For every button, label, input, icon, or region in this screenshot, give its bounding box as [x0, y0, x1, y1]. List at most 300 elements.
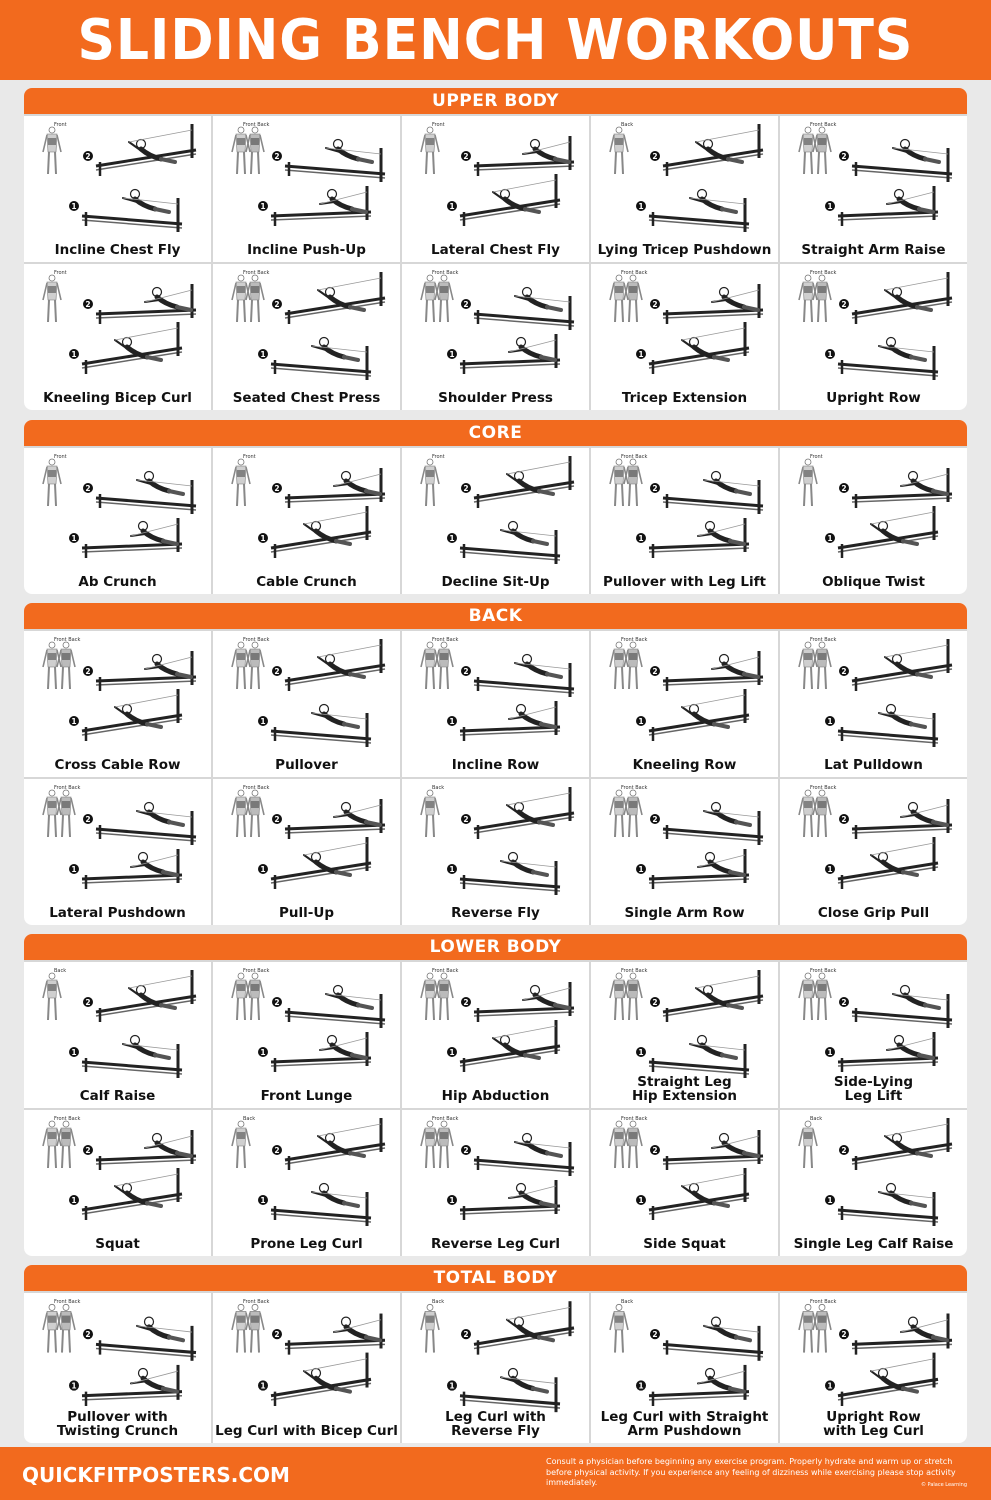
- exercise-card: [24, 779, 211, 925]
- bench-illustration: [83, 803, 196, 846]
- bench-illustration: [272, 799, 385, 839]
- bench-illustration: [258, 506, 371, 558]
- muscle-chart-icon: [799, 127, 831, 174]
- step-number-label: 2: [841, 997, 847, 1007]
- step-number-label: 2: [463, 483, 469, 493]
- bench-illustration: [83, 1317, 196, 1361]
- exercise-illustration: [591, 1110, 778, 1256]
- step-number-label: 1: [827, 1195, 833, 1205]
- bench-illustration: [636, 1036, 749, 1079]
- bench-illustration: [825, 1184, 938, 1227]
- muscle-chart-icon: [232, 275, 264, 322]
- step-number-label: 2: [652, 1329, 658, 1339]
- bench-illustration: [69, 518, 182, 558]
- view-label: Back: [621, 122, 634, 128]
- view-label: Front: [432, 122, 445, 128]
- bench-illustration: [636, 1168, 749, 1220]
- muscle-chart-icon: [43, 275, 61, 322]
- step-number-label: 1: [638, 1381, 644, 1391]
- step-number-label: 1: [638, 716, 644, 726]
- exercise-card: [24, 1110, 211, 1256]
- exercise-card: [402, 1110, 589, 1256]
- view-label: Front Back: [54, 1299, 81, 1305]
- bench-illustration: [258, 1184, 371, 1227]
- bench-illustration: [447, 522, 560, 565]
- exercise-name: Reverse Leg Curl: [431, 1236, 560, 1252]
- step-number-label: 1: [449, 533, 455, 543]
- view-label: Front Back: [621, 637, 648, 643]
- muscle-chart-icon: [799, 790, 831, 837]
- view-label: Back: [621, 1299, 634, 1305]
- view-label: Front Back: [243, 637, 270, 643]
- step-number-label: 2: [274, 1329, 280, 1339]
- muscle-chart-icon: [421, 1121, 453, 1168]
- bench-illustration: [83, 472, 196, 515]
- exercise-name: Kneeling Bicep Curl: [43, 390, 192, 406]
- exercise-card: [213, 1110, 400, 1256]
- exercise-illustration: [213, 779, 400, 925]
- step-number-label: 1: [827, 201, 833, 211]
- poster-footer: [0, 1447, 991, 1500]
- muscle-chart-icon: [610, 1121, 642, 1168]
- muscle-chart-icon: [232, 1304, 264, 1352]
- exercise-card: [402, 779, 589, 925]
- bench-illustration: [258, 338, 371, 381]
- muscle-chart-icon: [421, 1304, 439, 1352]
- step-number-label: 2: [463, 299, 469, 309]
- step-number-label: 2: [85, 299, 91, 309]
- step-number-label: 2: [841, 1145, 847, 1155]
- view-label: Front: [432, 454, 445, 460]
- exercise-card: [780, 264, 967, 410]
- exercise-name: Hip Abduction: [441, 1088, 550, 1104]
- step-number-label: 2: [652, 997, 658, 1007]
- exercise-name: Ab Crunch: [78, 574, 157, 590]
- exercise-card: [24, 264, 211, 410]
- view-label: Back: [432, 1299, 445, 1305]
- exercise-name: Incline Chest Fly: [54, 242, 181, 258]
- exercise-card: [591, 779, 778, 925]
- bench-illustration: [636, 689, 749, 741]
- exercise-card: [24, 1293, 211, 1443]
- exercise-illustration: [591, 779, 778, 925]
- bench-illustration: [461, 1301, 574, 1354]
- view-label: Front Back: [810, 968, 837, 974]
- exercise-card: [402, 631, 589, 777]
- exercise-illustration: [780, 1110, 967, 1256]
- section-upper-body: [24, 88, 967, 410]
- view-label: Front Back: [810, 1299, 837, 1305]
- exercise-name: Cable Crunch: [256, 574, 357, 590]
- disclaimer-text: Consult a physician before beginning any exercise program. Properly hydrate and warm up or stretch before physical activity. If you experience any feeling of dizziness while exercising please stop activity immediately.: [546, 1457, 956, 1487]
- section-title: BACK: [24, 603, 967, 629]
- bench-illustration: [839, 799, 952, 839]
- muscle-chart-icon: [43, 973, 61, 1020]
- bench-illustration: [258, 837, 371, 889]
- view-label: Front Back: [810, 122, 837, 128]
- exercise-card: [24, 962, 211, 1108]
- exercise-illustration: [402, 116, 589, 262]
- exercise-name: Pullover: [275, 757, 338, 773]
- bench-illustration: [447, 1180, 560, 1220]
- exercise-illustration: [213, 1293, 400, 1443]
- exercise-name: Incline Push-Up: [247, 242, 366, 258]
- step-number-label: 1: [449, 864, 455, 874]
- view-label: Front Back: [54, 785, 81, 791]
- bench-illustration: [825, 705, 938, 748]
- view-label: Front: [54, 454, 67, 460]
- exercise-name: Kneeling Row: [632, 757, 737, 773]
- step-number-label: 1: [638, 1195, 644, 1205]
- bench-illustration: [447, 334, 560, 374]
- muscle-chart-icon: [610, 642, 642, 689]
- exercise-name: Straight Leg Hip Extension: [632, 1074, 737, 1104]
- step-number-label: 2: [652, 299, 658, 309]
- step-number-label: 2: [841, 299, 847, 309]
- exercise-card: [213, 631, 400, 777]
- view-label: Front: [54, 122, 67, 128]
- exercise-card: [24, 116, 211, 262]
- view-label: Front Back: [810, 785, 837, 791]
- exercise-illustration: [402, 779, 589, 925]
- step-number-label: 1: [638, 864, 644, 874]
- step-number-label: 2: [841, 666, 847, 676]
- exercise-card: [213, 779, 400, 925]
- step-number-label: 1: [260, 349, 266, 359]
- step-number-label: 1: [449, 349, 455, 359]
- step-number-label: 1: [71, 349, 77, 359]
- exercise-illustration: [402, 264, 589, 410]
- view-label: Front Back: [243, 1299, 270, 1305]
- view-label: Front Back: [621, 785, 648, 791]
- bench-illustration: [272, 1314, 385, 1355]
- exercise-illustration: [213, 1110, 400, 1256]
- exercise-name: Leg Curl with Bicep Curl: [215, 1423, 398, 1439]
- bench-illustration: [83, 284, 196, 324]
- view-label: Front: [810, 454, 823, 460]
- step-number-label: 2: [652, 483, 658, 493]
- muscle-chart-icon: [232, 459, 250, 506]
- muscle-chart-icon: [610, 973, 642, 1020]
- bench-illustration: [83, 651, 196, 691]
- bench-illustration: [839, 140, 952, 183]
- exercise-illustration: [402, 1110, 589, 1256]
- step-number-label: 1: [260, 201, 266, 211]
- bench-illustration: [447, 853, 560, 896]
- exercise-illustration: [213, 962, 400, 1108]
- step-number-label: 2: [841, 151, 847, 161]
- step-number-label: 2: [463, 151, 469, 161]
- exercise-name: Pullover with Twisting Crunch: [56, 1409, 179, 1439]
- view-label: Front Back: [621, 454, 648, 460]
- section-core: [24, 420, 967, 594]
- exercise-card: [591, 962, 778, 1108]
- step-number-label: 1: [449, 716, 455, 726]
- step-number-label: 1: [260, 1381, 266, 1391]
- exercise-illustration: [24, 448, 211, 594]
- exercise-name: Leg Curl with Straight Arm Pushdown: [600, 1409, 769, 1439]
- view-label: Front Back: [54, 1116, 81, 1122]
- bench-illustration: [461, 655, 574, 698]
- bench-illustration: [272, 140, 385, 183]
- exercise-name: Upright Row: [826, 390, 921, 406]
- bench-illustration: [825, 338, 938, 381]
- exercise-illustration: [402, 962, 589, 1108]
- view-label: Front Back: [432, 637, 459, 643]
- section-lower-body: [24, 934, 967, 1256]
- view-label: Front Back: [243, 122, 270, 128]
- view-label: Back: [243, 1116, 256, 1122]
- exercise-name: Lat Pulldown: [824, 757, 923, 773]
- bench-illustration: [650, 970, 763, 1022]
- exercise-illustration: [780, 264, 967, 410]
- step-number-label: 1: [260, 716, 266, 726]
- bench-illustration: [272, 272, 385, 324]
- muscle-chart-icon: [610, 127, 628, 174]
- step-number-label: 1: [449, 1195, 455, 1205]
- bench-illustration: [839, 468, 952, 508]
- muscle-chart-icon: [232, 973, 264, 1020]
- view-label: Front Back: [621, 270, 648, 276]
- step-number-label: 1: [260, 1047, 266, 1057]
- exercise-illustration: [402, 631, 589, 777]
- bench-illustration: [825, 1353, 938, 1406]
- muscle-chart-icon: [799, 1304, 831, 1352]
- exercise-name: Leg Curl with Reverse Fly: [445, 1409, 546, 1439]
- section-total-body: [24, 1265, 967, 1443]
- muscle-chart-icon: [610, 275, 642, 322]
- exercise-name: Upright Row with Leg Curl: [823, 1409, 924, 1439]
- bench-illustration: [636, 190, 749, 233]
- bench-illustration: [636, 1365, 749, 1406]
- bench-illustration: [69, 1036, 182, 1079]
- step-number-label: 2: [841, 483, 847, 493]
- bench-illustration: [839, 986, 952, 1029]
- bench-illustration: [69, 190, 182, 233]
- view-label: Back: [810, 1116, 823, 1122]
- step-number-label: 1: [827, 864, 833, 874]
- bench-illustration: [272, 639, 385, 691]
- muscle-chart-icon: [610, 790, 642, 837]
- muscle-chart-icon: [610, 1304, 628, 1352]
- exercise-name: Side Squat: [643, 1236, 726, 1252]
- bench-illustration: [272, 1118, 385, 1170]
- muscle-chart-icon: [610, 459, 642, 506]
- exercise-name: Pullover with Leg Lift: [603, 574, 766, 590]
- view-label: Front: [243, 454, 256, 460]
- bench-illustration: [650, 284, 763, 324]
- bench-illustration: [69, 1365, 182, 1406]
- bench-illustration: [447, 1020, 560, 1072]
- step-number-label: 2: [274, 151, 280, 161]
- step-number-label: 1: [449, 1047, 455, 1057]
- exercise-card: [780, 1293, 967, 1443]
- exercise-card: [591, 631, 778, 777]
- bench-illustration: [461, 456, 574, 508]
- muscle-chart-icon: [421, 127, 439, 174]
- bench-illustration: [258, 1032, 371, 1072]
- exercise-name: Lateral Pushdown: [49, 905, 186, 921]
- step-number-label: 2: [463, 814, 469, 824]
- muscle-chart-icon: [421, 642, 453, 689]
- exercise-illustration: [24, 264, 211, 410]
- exercise-grid: [24, 1291, 967, 1443]
- exercise-card: [591, 116, 778, 262]
- step-number-label: 2: [463, 666, 469, 676]
- section-title: TOTAL BODY: [24, 1265, 967, 1291]
- step-number-label: 2: [463, 997, 469, 1007]
- step-number-label: 2: [841, 814, 847, 824]
- step-number-label: 1: [638, 201, 644, 211]
- exercise-name: Prone Leg Curl: [250, 1236, 363, 1252]
- bench-illustration: [83, 1130, 196, 1170]
- view-label: Front Back: [432, 1116, 459, 1122]
- step-number-label: 1: [71, 1195, 77, 1205]
- exercise-card: [780, 962, 967, 1108]
- view-label: Front Back: [621, 968, 648, 974]
- section-title: CORE: [24, 420, 967, 446]
- bench-illustration: [69, 849, 182, 889]
- exercise-card: [591, 448, 778, 594]
- step-number-label: 1: [827, 533, 833, 543]
- exercise-card: [213, 448, 400, 594]
- bench-illustration: [461, 1134, 574, 1177]
- view-label: Front: [54, 270, 67, 276]
- bench-illustration: [825, 837, 938, 889]
- bench-illustration: [636, 849, 749, 889]
- exercise-name: Straight Arm Raise: [801, 242, 946, 258]
- step-number-label: 2: [274, 666, 280, 676]
- bench-illustration: [461, 787, 574, 839]
- muscle-chart-icon: [421, 459, 439, 506]
- exercise-name: Lying Tricep Pushdown: [597, 242, 772, 258]
- bench-illustration: [839, 639, 952, 691]
- bench-illustration: [839, 1118, 952, 1170]
- muscle-chart-icon: [799, 973, 831, 1020]
- exercise-name: Calf Raise: [79, 1088, 156, 1104]
- bench-illustration: [839, 272, 952, 324]
- muscle-chart-icon: [799, 275, 831, 322]
- bench-illustration: [636, 322, 749, 374]
- exercise-illustration: [213, 448, 400, 594]
- muscle-chart-icon: [43, 127, 61, 174]
- muscle-chart-icon: [799, 1121, 817, 1168]
- step-number-label: 2: [85, 483, 91, 493]
- exercise-card: [591, 1293, 778, 1443]
- exercise-name: Side-Lying Leg Lift: [833, 1074, 914, 1104]
- step-number-label: 1: [71, 864, 77, 874]
- bench-illustration: [272, 468, 385, 508]
- view-label: Front Back: [810, 270, 837, 276]
- muscle-chart-icon: [421, 790, 439, 837]
- muscle-chart-icon: [799, 459, 817, 506]
- bench-illustration: [272, 986, 385, 1029]
- exercise-illustration: [591, 264, 778, 410]
- bench-illustration: [258, 1353, 371, 1406]
- step-number-label: 2: [274, 1145, 280, 1155]
- exercise-illustration: [591, 116, 778, 262]
- exercise-name: Seated Chest Press: [232, 390, 381, 406]
- muscle-chart-icon: [43, 642, 75, 689]
- view-label: Front Back: [432, 968, 459, 974]
- bench-illustration: [839, 1314, 952, 1355]
- step-number-label: 2: [274, 814, 280, 824]
- exercise-illustration: [780, 631, 967, 777]
- exercise-illustration: [402, 448, 589, 594]
- copyright-text: © Palace Learning: [920, 1482, 967, 1488]
- bench-illustration: [461, 136, 574, 176]
- exercise-illustration: [780, 779, 967, 925]
- view-label: Front Back: [54, 637, 81, 643]
- view-label: Front Back: [243, 270, 270, 276]
- bench-illustration: [447, 174, 560, 226]
- bench-illustration: [447, 1369, 560, 1413]
- exercise-name: Cross Cable Row: [54, 757, 181, 773]
- step-number-label: 1: [827, 1047, 833, 1057]
- step-number-label: 1: [449, 1381, 455, 1391]
- step-number-label: 2: [652, 666, 658, 676]
- view-label: Front Back: [243, 785, 270, 791]
- exercise-name: Single Arm Row: [624, 905, 745, 921]
- bench-illustration: [650, 803, 763, 846]
- step-number-label: 1: [260, 533, 266, 543]
- bench-illustration: [461, 982, 574, 1022]
- step-number-label: 1: [71, 533, 77, 543]
- view-label: Front Back: [432, 270, 459, 276]
- section-title: LOWER BODY: [24, 934, 967, 960]
- bench-illustration: [650, 124, 763, 176]
- exercise-card: [591, 1110, 778, 1256]
- step-number-label: 1: [638, 1047, 644, 1057]
- exercise-illustration: [780, 116, 967, 262]
- step-number-label: 2: [85, 151, 91, 161]
- exercise-name: Pull-Up: [279, 905, 334, 921]
- exercise-illustration: [24, 1110, 211, 1256]
- exercise-name: Shoulder Press: [438, 390, 553, 406]
- step-number-label: 2: [652, 1145, 658, 1155]
- bench-illustration: [258, 705, 371, 748]
- exercise-illustration: [213, 264, 400, 410]
- exercise-illustration: [24, 779, 211, 925]
- step-number-label: 1: [827, 349, 833, 359]
- exercise-card: [402, 264, 589, 410]
- view-label: Front Back: [621, 1116, 648, 1122]
- section-back: [24, 603, 967, 925]
- bench-illustration: [83, 124, 196, 176]
- muscle-chart-icon: [421, 973, 453, 1020]
- muscle-chart-icon: [232, 1121, 250, 1168]
- bench-illustration: [650, 651, 763, 691]
- step-number-label: 1: [260, 1195, 266, 1205]
- exercise-card: [24, 631, 211, 777]
- step-number-label: 2: [85, 1329, 91, 1339]
- exercise-illustration: [24, 631, 211, 777]
- bench-illustration: [650, 1317, 763, 1361]
- step-number-label: 2: [85, 814, 91, 824]
- step-number-label: 2: [274, 997, 280, 1007]
- bench-illustration: [825, 186, 938, 226]
- exercise-name: Single Leg Calf Raise: [793, 1236, 954, 1252]
- muscle-chart-icon: [43, 790, 75, 837]
- exercise-card: [402, 1293, 589, 1443]
- exercise-name: Oblique Twist: [822, 574, 925, 590]
- bench-illustration: [447, 701, 560, 741]
- view-label: Front Back: [810, 637, 837, 643]
- step-number-label: 1: [827, 1381, 833, 1391]
- exercise-card: [591, 264, 778, 410]
- view-label: Front Back: [243, 968, 270, 974]
- exercise-name: Tricep Extension: [621, 390, 748, 406]
